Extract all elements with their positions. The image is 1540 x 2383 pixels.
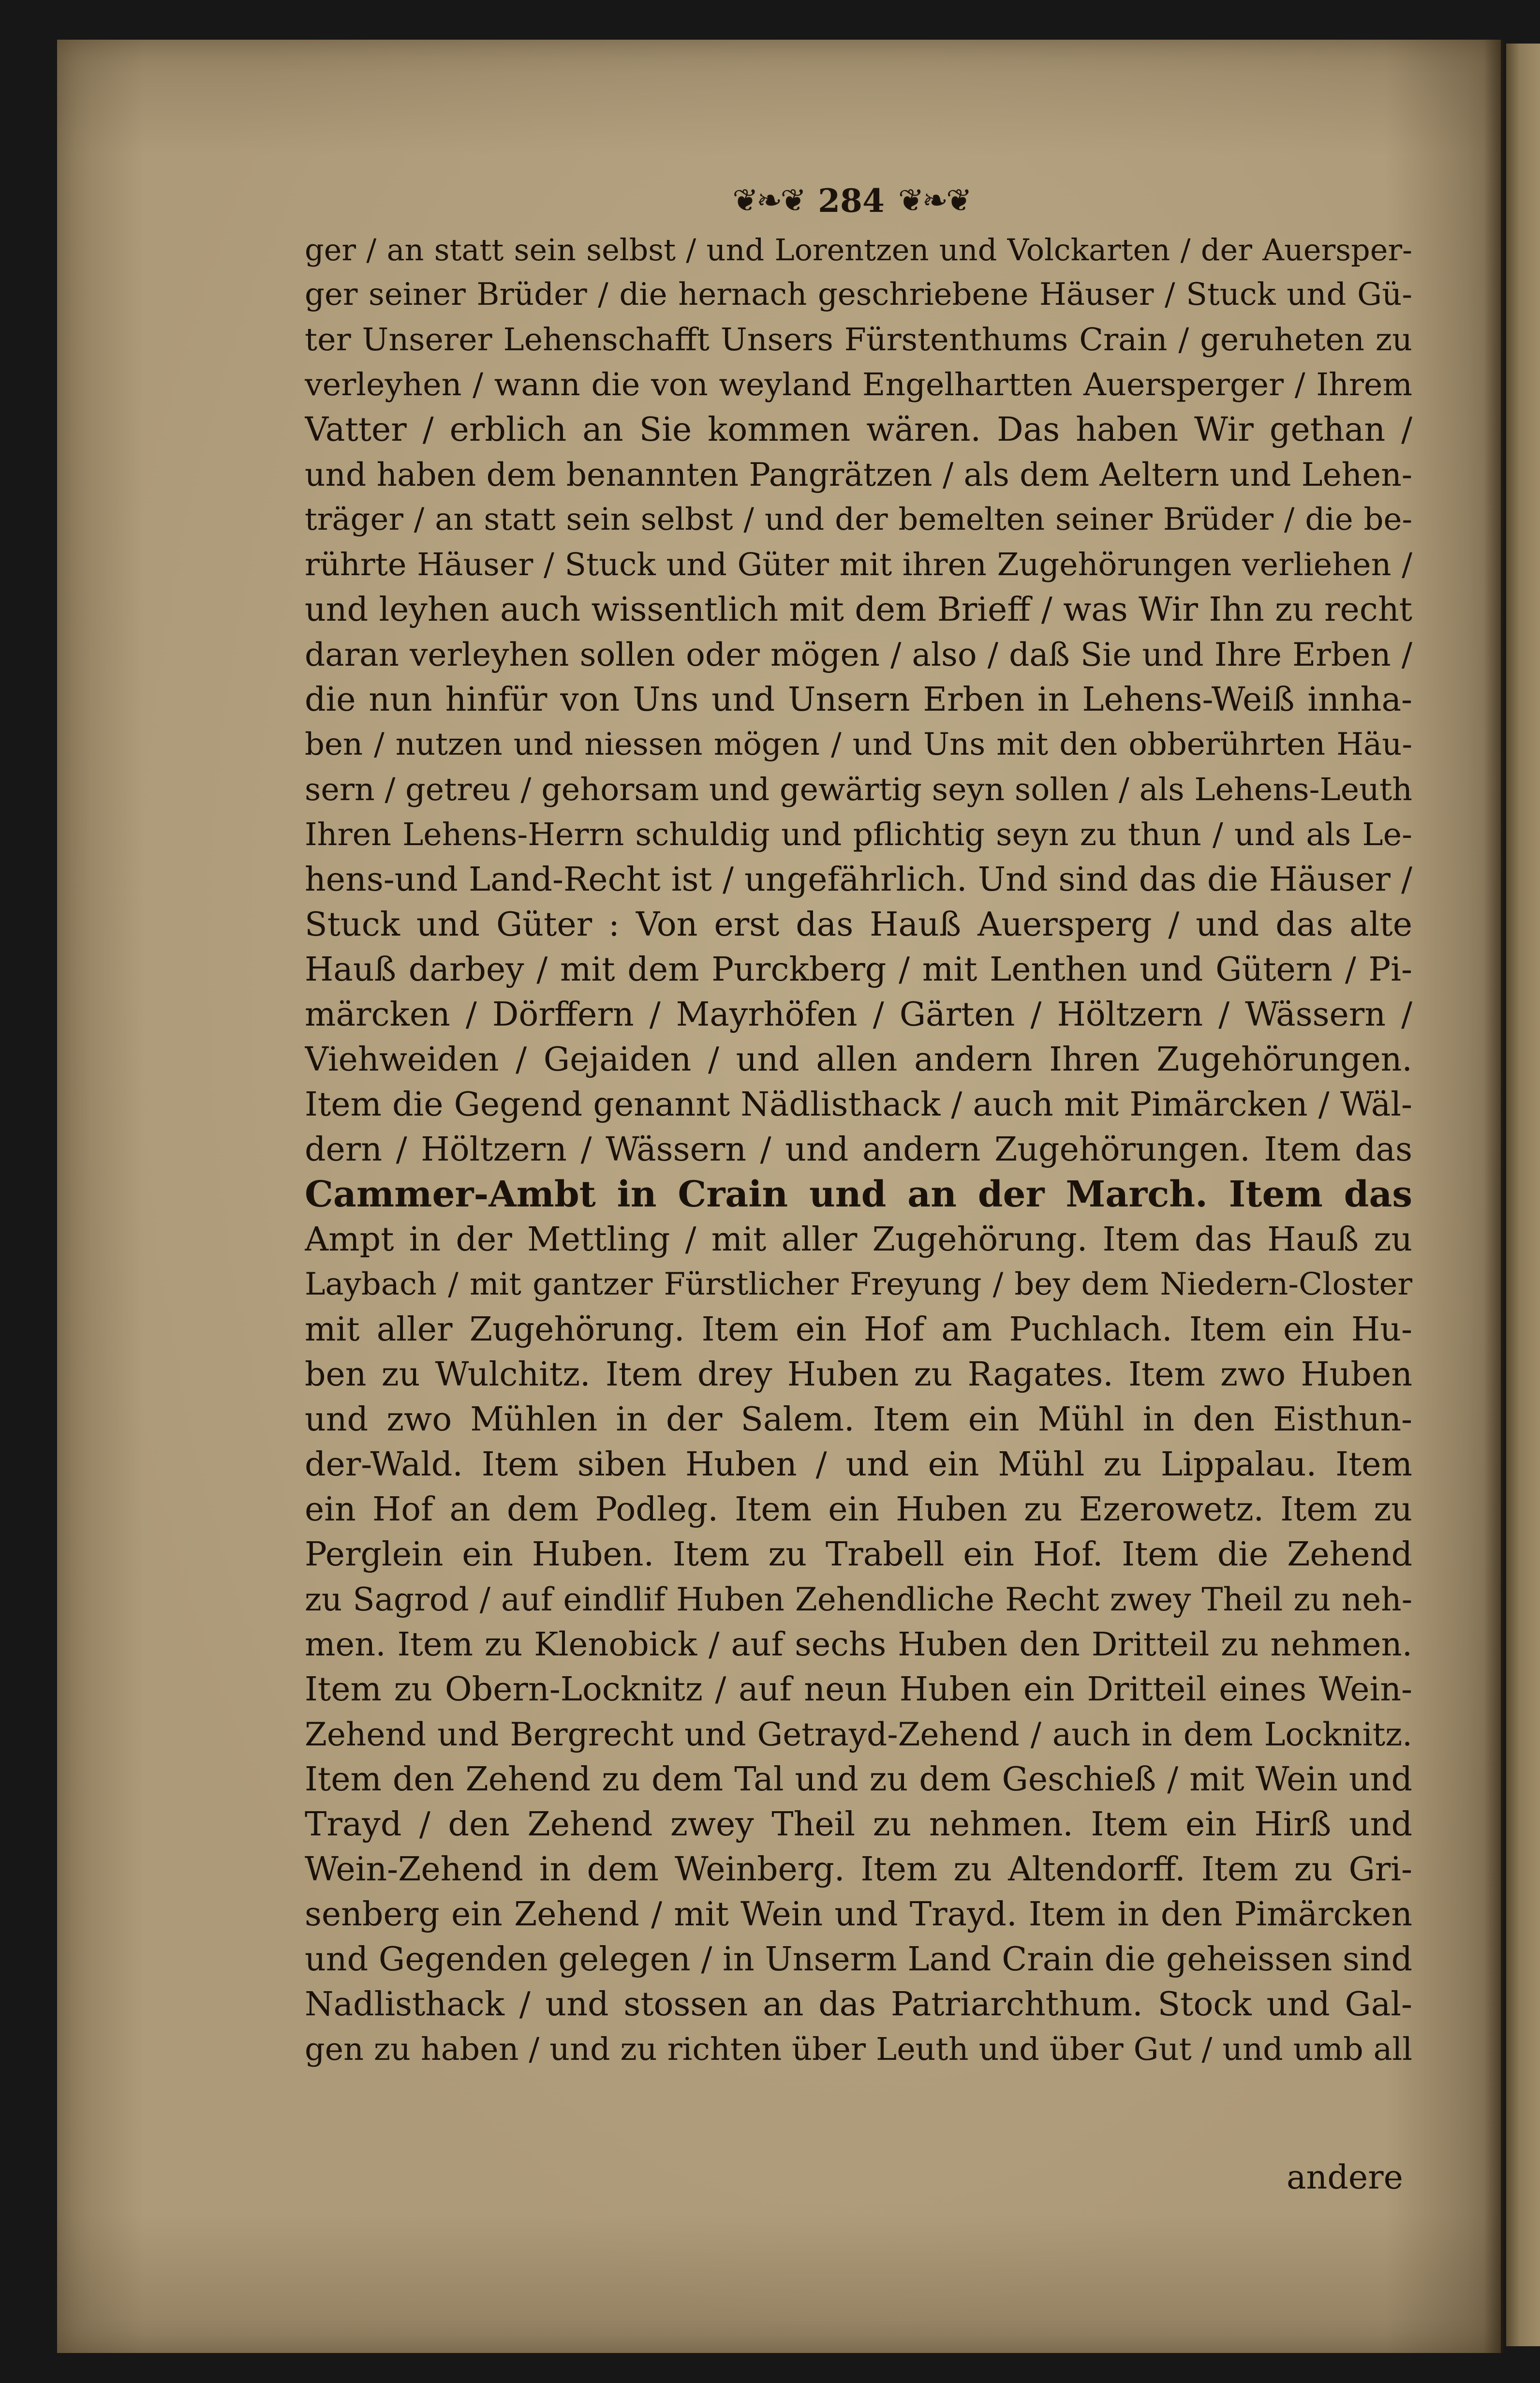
text-line: dern / Höltzern / Wässern / und andern Zugehörungen. Item das [305,1131,1412,1169]
text-line: ben zu Wulchitz. Item drey Huben zu Ragates. Item zwo Huben [305,1355,1412,1394]
page-header [726,174,977,227]
body-text [305,227,1412,2072]
text-line: Item den Zehend zu dem Tal und zu dem Geschieß / mit Wein und [305,1760,1412,1799]
text-line: Stuck und Güter : Von erst das Hauß Auersperg / und das alte [305,906,1412,944]
text-line: und Gegenden gelegen / in Unserm Land Crain die geheissen sind [305,1940,1412,1979]
text-line: sern / getreu / gehorsam und gewärtig seyn sollen / als Lehens-Leuth [305,772,1412,808]
next-page-edge [1506,44,1540,2346]
text-line: und haben dem benannten Pangrätzen / als dem Aeltern und Lehen- [305,456,1412,493]
text-line: mit aller Zugehörung. Item ein Hof am Puchlach. Item ein Hu- [305,1311,1412,1349]
text-line: Trayd / den Zehend zwey Theil zu nehmen. Item ein Hirß und [305,1805,1412,1844]
text-line: men. Item zu Klenobick / auf sechs Huben den Dritteil zu nehmen. [305,1625,1412,1663]
page-number: 284 [818,182,885,220]
text-line: ein Hof an dem Podleg. Item ein Huben zu Ezerowetz. Item zu [305,1490,1412,1529]
text-line: gen zu haben / und zu richten über Leuth und über Gut / und umb all [305,2031,1412,2068]
text-line: märcken / Dörffern / Mayrhöfen / Gärten / Höltzern / Wässern / [305,996,1412,1034]
text-line: ter Unserer Lehenschafft Unsers Fürstenthums Crain / geruheten zu [305,322,1412,358]
text-line: rührte Häuser / Stuck und Güter mit ihren Zugehörungen verliehen / [305,547,1412,583]
text-line: ger seiner Brüder / die hernach geschriebene Häuser / Stuck und Gü- [305,277,1412,313]
ornament-right: ❦❧❦ [898,183,970,219]
text-line: Wein-Zehend in dem Weinberg. Item zu Altendorff. Item zu Gri- [305,1850,1412,1889]
gutter-shadow [1484,40,1503,2353]
ornament-left: ❦❧❦ [732,183,805,219]
text-line: und zwo Mühlen in der Salem. Item ein Mühl in den Eisthun- [305,1400,1412,1439]
text-line: zu Sagrod / auf eindlif Huben Zehendliche Recht zwey Theil zu neh- [305,1581,1412,1618]
text-line: und leyhen auch wissentlich mit dem Brieff / was Wir Ihn zu recht [305,591,1412,629]
text-line: Ihren Lehens-Herrn schuldig und pflichtig seyn zu thun / und als Le- [305,817,1412,853]
text-line: daran verleyhen sollen oder mögen / also / daß Sie und Ihre Erben / [305,636,1412,673]
text-line: Perglein ein Huben. Item zu Trabell ein Hof. Item die Zehend [305,1535,1412,1574]
text-line: die nun hinfür von Uns und Unsern Erben in Lehens-Weiß innha- [305,681,1412,719]
text-line: Cammer-Ambt in Crain und an der March. Item das [305,1174,1412,1215]
text-line: Nadlisthack / und stossen an das Patriarchthum. Stock und Gal- [305,1985,1412,2024]
text-line: Item zu Obern-Locknitz / auf neun Huben ein Dritteil eines Wein- [305,1670,1412,1709]
text-line: Vatter / erblich an Sie kommen wären. Das haben Wir gethan / [305,411,1412,449]
text-line: der-Wald. Item siben Huben / und ein Mühl zu Lippalau. Item [305,1445,1412,1484]
text-line: senberg ein Zehend / mit Wein und Trayd. Item in den Pimärcken [305,1895,1412,1934]
text-line: Zehend und Bergrecht und Getrayd-Zehend / auch in dem Locknitz. [305,1716,1412,1753]
text-line: Hauß darbey / mit dem Purckberg / mit Lenthen und Gütern / Pi- [305,951,1412,989]
text-line: ger / an statt sein selbst / und Lorentzen und Volckarten / der Auersper- [305,232,1412,268]
text-line: Item die Gegend genannt Nädlisthack / auch mit Pimärcken / Wäl- [305,1086,1412,1124]
text-line: ben / nutzen und niessen mögen / und Uns mit den obberührten Häu- [305,727,1412,762]
text-line: Ampt in der Mettling / mit aller Zugehörung. Item das Hauß zu [305,1221,1412,1259]
text-line: Laybach / mit gantzer Fürstlicher Freyung / bey dem Niedern-Closter [305,1266,1412,1302]
text-line: verleyhen / wann die von weyland Engelhartten Auersperger / Ihrem [305,367,1412,403]
text-line: träger / an statt sein selbst / und der bemelten seiner Brüder / die be- [305,502,1412,537]
text-line: Viehweiden / Gejaiden / und allen andern Ihren Zugehörungen. [305,1041,1412,1079]
text-line: hens-und Land-Recht ist / ungefährlich. Und sind das die Häuser / [305,861,1412,899]
catchword: andere [1287,2159,1403,2197]
